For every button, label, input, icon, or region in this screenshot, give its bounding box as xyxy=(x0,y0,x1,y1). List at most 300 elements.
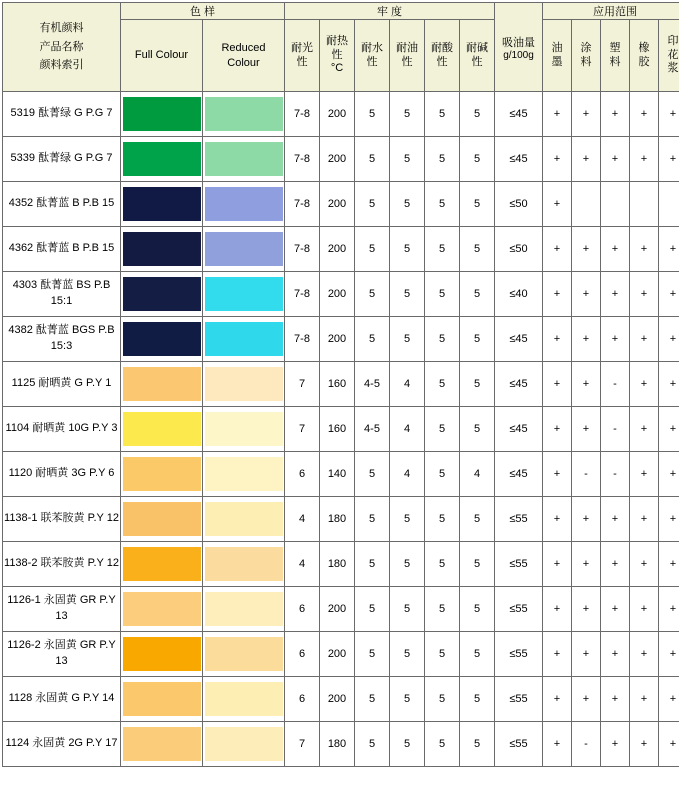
full-colour-swatch xyxy=(123,142,201,176)
oil-absorption-cell: ≤55 xyxy=(495,587,543,632)
application-paint-cell: - xyxy=(572,452,601,497)
heat-fastness-cell: 200 xyxy=(320,92,355,137)
table-row xyxy=(3,92,679,137)
application-plastic-cell xyxy=(601,182,630,227)
product-name-cell: 1138-2 联苯胺黄 P.Y 12 xyxy=(3,542,121,587)
alkali-fastness-cell: 5 xyxy=(460,317,495,362)
product-name-cell: 1125 耐晒黄 G P.Y 1 xyxy=(3,362,121,407)
application-print-paste-cell: + xyxy=(659,632,679,677)
water-fastness-cell: 5 xyxy=(355,722,390,767)
application-plastic-cell: + xyxy=(601,497,630,542)
acid-fastness-cell: 5 xyxy=(425,497,460,542)
application-paint-cell: + xyxy=(572,362,601,407)
oil-absorption-cell: ≤45 xyxy=(495,92,543,137)
reduced-colour-swatch-cell xyxy=(203,272,285,317)
header-heat-line-2: 性 xyxy=(320,49,354,63)
application-ink-cell: + xyxy=(543,137,572,182)
application-plastic-cell: + xyxy=(601,542,630,587)
reduced-colour-swatch xyxy=(205,232,283,266)
reduced-colour-swatch xyxy=(205,592,283,626)
oil-fastness-cell: 5 xyxy=(390,632,425,677)
table-row xyxy=(3,407,679,452)
oil-fastness-cell: 5 xyxy=(390,227,425,272)
alkali-fastness-cell: 5 xyxy=(460,182,495,227)
application-rubber-cell: + xyxy=(630,452,659,497)
alkali-fastness-cell: 5 xyxy=(460,722,495,767)
header-group-colour: 色 样 xyxy=(121,3,285,20)
application-rubber-cell: + xyxy=(630,542,659,587)
alkali-fastness-cell: 5 xyxy=(460,272,495,317)
heat-fastness-cell: 180 xyxy=(320,497,355,542)
application-ink-cell: + xyxy=(543,272,572,317)
application-ink-cell: + xyxy=(543,452,572,497)
application-ink-cell: + xyxy=(543,677,572,722)
heat-fastness-cell: 180 xyxy=(320,542,355,587)
heat-fastness-cell: 200 xyxy=(320,317,355,362)
oil-fastness-cell: 5 xyxy=(390,92,425,137)
header-alkali-fastness: 耐碱 性 xyxy=(460,20,495,92)
application-plastic-cell: + xyxy=(601,677,630,722)
pigment-specification-table xyxy=(2,2,679,767)
heat-fastness-cell: 140 xyxy=(320,452,355,497)
application-ink-cell: + xyxy=(543,317,572,362)
alkali-fastness-cell: 5 xyxy=(460,407,495,452)
application-print-paste-cell: + xyxy=(659,137,679,182)
application-plastic-cell: - xyxy=(601,452,630,497)
application-rubber-cell: + xyxy=(630,227,659,272)
light-fastness-cell: 7 xyxy=(285,407,320,452)
alkali-fastness-cell: 5 xyxy=(460,542,495,587)
application-ink-cell: + xyxy=(543,722,572,767)
acid-fastness-cell: 5 xyxy=(425,227,460,272)
oil-fastness-cell: 5 xyxy=(390,677,425,722)
product-name-cell: 1138-1 联苯胺黄 P.Y 12 xyxy=(3,497,121,542)
reduced-colour-swatch xyxy=(205,142,283,176)
table-row xyxy=(3,677,679,722)
reduced-colour-swatch-cell xyxy=(203,407,285,452)
oil-fastness-cell: 5 xyxy=(390,587,425,632)
table-row xyxy=(3,137,679,182)
header-app-ink: 油 墨 xyxy=(543,20,572,92)
heat-fastness-cell: 200 xyxy=(320,587,355,632)
full-colour-swatch-cell xyxy=(121,632,203,677)
reduced-colour-swatch-cell xyxy=(203,137,285,182)
application-plastic-cell: + xyxy=(601,722,630,767)
application-plastic-cell: + xyxy=(601,587,630,632)
application-ink-cell: + xyxy=(543,362,572,407)
application-plastic-cell: + xyxy=(601,317,630,362)
oil-absorption-cell: ≤45 xyxy=(495,317,543,362)
oil-fastness-cell: 5 xyxy=(390,722,425,767)
acid-fastness-cell: 5 xyxy=(425,452,460,497)
light-fastness-cell: 7-8 xyxy=(285,137,320,182)
application-ink-cell: + xyxy=(543,227,572,272)
oil-absorption-cell: ≤55 xyxy=(495,722,543,767)
full-colour-swatch-cell xyxy=(121,677,203,722)
header-light-fastness: 耐光 性 xyxy=(285,20,320,92)
table-row xyxy=(3,452,679,497)
full-colour-swatch-cell xyxy=(121,272,203,317)
acid-fastness-cell: 5 xyxy=(425,137,460,182)
full-colour-swatch xyxy=(123,232,201,266)
application-rubber-cell: + xyxy=(630,92,659,137)
product-name-cell: 1126-1 永固黄 GR P.Y 13 xyxy=(3,587,121,632)
oil-fastness-cell: 4 xyxy=(390,407,425,452)
full-colour-swatch xyxy=(123,637,201,671)
alkali-fastness-cell: 5 xyxy=(460,92,495,137)
water-fastness-cell: 5 xyxy=(355,317,390,362)
application-print-paste-cell: + xyxy=(659,722,679,767)
alkali-fastness-cell: 4 xyxy=(460,452,495,497)
application-plastic-cell: + xyxy=(601,92,630,137)
header-full-colour: Full Colour xyxy=(121,20,203,92)
header-heat-line-1: 耐热 xyxy=(320,35,354,49)
heat-fastness-cell: 200 xyxy=(320,272,355,317)
alkali-fastness-cell: 5 xyxy=(460,362,495,407)
oil-fastness-cell: 5 xyxy=(390,137,425,182)
acid-fastness-cell: 5 xyxy=(425,677,460,722)
oil-absorption-cell: ≤45 xyxy=(495,407,543,452)
full-colour-swatch xyxy=(123,97,201,131)
application-print-paste-cell: + xyxy=(659,677,679,722)
full-colour-swatch xyxy=(123,187,201,221)
acid-fastness-cell: 5 xyxy=(425,587,460,632)
acid-fastness-cell: 5 xyxy=(425,407,460,452)
reduced-colour-swatch-cell xyxy=(203,317,285,362)
application-ink-cell: + xyxy=(543,632,572,677)
heat-fastness-cell: 200 xyxy=(320,227,355,272)
table-row xyxy=(3,362,679,407)
application-plastic-cell: + xyxy=(601,272,630,317)
oil-absorption-cell: ≤55 xyxy=(495,677,543,722)
oil-absorption-cell: ≤55 xyxy=(495,632,543,677)
header-oil-absorption xyxy=(495,3,543,92)
application-ink-cell: + xyxy=(543,182,572,227)
heat-fastness-cell: 160 xyxy=(320,362,355,407)
acid-fastness-cell: 5 xyxy=(425,632,460,677)
heat-fastness-cell: 200 xyxy=(320,182,355,227)
oil-fastness-cell: 5 xyxy=(390,317,425,362)
full-colour-swatch-cell xyxy=(121,587,203,632)
application-rubber-cell: + xyxy=(630,407,659,452)
application-rubber-cell: + xyxy=(630,497,659,542)
full-colour-swatch-cell xyxy=(121,317,203,362)
table-body xyxy=(3,92,679,767)
water-fastness-cell: 5 xyxy=(355,137,390,182)
water-fastness-cell: 5 xyxy=(355,497,390,542)
application-print-paste-cell: + xyxy=(659,317,679,362)
full-colour-swatch-cell xyxy=(121,542,203,587)
full-colour-swatch-cell xyxy=(121,722,203,767)
header-oil-absorption-label: 吸油量 xyxy=(495,34,542,50)
reduced-colour-swatch xyxy=(205,727,283,761)
header-name-line-2: 产品名称 xyxy=(3,38,120,57)
full-colour-swatch-cell xyxy=(121,137,203,182)
product-name-cell: 4352 酞菁蓝 B P.B 15 xyxy=(3,182,121,227)
application-print-paste-cell xyxy=(659,182,679,227)
full-colour-swatch-cell xyxy=(121,362,203,407)
reduced-colour-swatch-cell xyxy=(203,362,285,407)
heat-fastness-cell: 200 xyxy=(320,137,355,182)
application-plastic-cell: - xyxy=(601,407,630,452)
header-app-plastic: 塑 料 xyxy=(601,20,630,92)
full-colour-swatch-cell xyxy=(121,92,203,137)
application-plastic-cell: + xyxy=(601,137,630,182)
acid-fastness-cell: 5 xyxy=(425,362,460,407)
product-name-cell: 1120 耐晒黄 3G P.Y 6 xyxy=(3,452,121,497)
heat-fastness-cell: 200 xyxy=(320,632,355,677)
application-paint-cell: + xyxy=(572,137,601,182)
header-app-rubber: 橡 胶 xyxy=(630,20,659,92)
application-paint-cell: + xyxy=(572,272,601,317)
application-paint-cell: + xyxy=(572,542,601,587)
product-name-cell: 4362 酞菁蓝 B P.B 15 xyxy=(3,227,121,272)
reduced-colour-swatch-cell xyxy=(203,497,285,542)
oil-fastness-cell: 4 xyxy=(390,452,425,497)
application-rubber-cell: + xyxy=(630,587,659,632)
full-colour-swatch xyxy=(123,727,201,761)
oil-absorption-cell: ≤55 xyxy=(495,497,543,542)
water-fastness-cell: 4-5 xyxy=(355,407,390,452)
light-fastness-cell: 7-8 xyxy=(285,92,320,137)
reduced-colour-swatch-cell xyxy=(203,227,285,272)
application-paint-cell: + xyxy=(572,632,601,677)
header-name-line-1: 有机颜料 xyxy=(3,19,120,38)
acid-fastness-cell: 5 xyxy=(425,182,460,227)
application-paint-cell: + xyxy=(572,317,601,362)
header-reduced-colour xyxy=(203,20,285,92)
full-colour-swatch xyxy=(123,457,201,491)
header-heat-fastness xyxy=(320,20,355,92)
oil-fastness-cell: 5 xyxy=(390,542,425,587)
full-colour-swatch xyxy=(123,592,201,626)
full-colour-swatch xyxy=(123,367,201,401)
oil-absorption-cell: ≤45 xyxy=(495,362,543,407)
reduced-colour-swatch-cell xyxy=(203,587,285,632)
alkali-fastness-cell: 5 xyxy=(460,587,495,632)
water-fastness-cell: 5 xyxy=(355,182,390,227)
application-print-paste-cell: + xyxy=(659,452,679,497)
application-print-paste-cell: + xyxy=(659,272,679,317)
reduced-colour-swatch xyxy=(205,322,283,356)
alkali-fastness-cell: 5 xyxy=(460,137,495,182)
reduced-colour-swatch-cell xyxy=(203,632,285,677)
application-rubber-cell xyxy=(630,182,659,227)
light-fastness-cell: 6 xyxy=(285,587,320,632)
table-row xyxy=(3,722,679,767)
heat-fastness-cell: 200 xyxy=(320,677,355,722)
application-paint-cell: + xyxy=(572,677,601,722)
application-ink-cell: + xyxy=(543,92,572,137)
application-print-paste-cell: + xyxy=(659,407,679,452)
acid-fastness-cell: 5 xyxy=(425,542,460,587)
reduced-colour-swatch xyxy=(205,97,283,131)
light-fastness-cell: 7 xyxy=(285,362,320,407)
application-rubber-cell: + xyxy=(630,722,659,767)
product-name-cell: 4382 酞菁蓝 BGS P.B 15:3 xyxy=(3,317,121,362)
header-oil-absorption-unit: g/100g xyxy=(495,50,542,61)
light-fastness-cell: 7-8 xyxy=(285,272,320,317)
acid-fastness-cell: 5 xyxy=(425,92,460,137)
light-fastness-cell: 6 xyxy=(285,632,320,677)
application-rubber-cell: + xyxy=(630,362,659,407)
oil-absorption-cell: ≤50 xyxy=(495,227,543,272)
table-row xyxy=(3,497,679,542)
application-plastic-cell: + xyxy=(601,632,630,677)
alkali-fastness-cell: 5 xyxy=(460,497,495,542)
reduced-colour-swatch-cell xyxy=(203,677,285,722)
product-name-cell: 1126-2 永固黄 GR P.Y 13 xyxy=(3,632,121,677)
full-colour-swatch-cell xyxy=(121,227,203,272)
reduced-colour-swatch xyxy=(205,412,283,446)
product-name-cell: 4303 酞菁蓝 BS P.B 15:1 xyxy=(3,272,121,317)
full-colour-swatch xyxy=(123,682,201,716)
application-rubber-cell: + xyxy=(630,632,659,677)
table-row xyxy=(3,587,679,632)
light-fastness-cell: 7-8 xyxy=(285,317,320,362)
application-print-paste-cell: + xyxy=(659,227,679,272)
light-fastness-cell: 7 xyxy=(285,722,320,767)
table-header xyxy=(3,3,679,92)
application-print-paste-cell: + xyxy=(659,587,679,632)
header-app-paint: 涂 料 xyxy=(572,20,601,92)
water-fastness-cell: 5 xyxy=(355,227,390,272)
reduced-colour-swatch-cell xyxy=(203,182,285,227)
application-paint-cell xyxy=(572,182,601,227)
application-print-paste-cell: + xyxy=(659,92,679,137)
reduced-colour-swatch-cell xyxy=(203,722,285,767)
water-fastness-cell: 5 xyxy=(355,542,390,587)
product-name-cell: 1128 永固黄 G P.Y 14 xyxy=(3,677,121,722)
header-heat-line-3: °C xyxy=(320,62,354,76)
application-print-paste-cell: + xyxy=(659,542,679,587)
light-fastness-cell: 7-8 xyxy=(285,227,320,272)
header-group-fastness: 牢 度 xyxy=(285,3,495,20)
oil-fastness-cell: 5 xyxy=(390,497,425,542)
light-fastness-cell: 4 xyxy=(285,497,320,542)
full-colour-swatch-cell xyxy=(121,452,203,497)
water-fastness-cell: 5 xyxy=(355,632,390,677)
water-fastness-cell: 4-5 xyxy=(355,362,390,407)
oil-absorption-cell: ≤50 xyxy=(495,182,543,227)
full-colour-swatch-cell xyxy=(121,407,203,452)
heat-fastness-cell: 180 xyxy=(320,722,355,767)
product-name-cell: 5339 酞菁绿 G P.G 7 xyxy=(3,137,121,182)
acid-fastness-cell: 5 xyxy=(425,722,460,767)
header-acid-fastness: 耐酸 性 xyxy=(425,20,460,92)
reduced-colour-swatch xyxy=(205,367,283,401)
application-paint-cell: - xyxy=(572,722,601,767)
acid-fastness-cell: 5 xyxy=(425,317,460,362)
application-ink-cell: + xyxy=(543,407,572,452)
water-fastness-cell: 5 xyxy=(355,272,390,317)
oil-absorption-cell: ≤55 xyxy=(495,542,543,587)
light-fastness-cell: 6 xyxy=(285,677,320,722)
full-colour-swatch xyxy=(123,412,201,446)
heat-fastness-cell: 160 xyxy=(320,407,355,452)
table-row xyxy=(3,182,679,227)
water-fastness-cell: 5 xyxy=(355,92,390,137)
header-group-application: 应用范围 xyxy=(543,3,679,20)
light-fastness-cell: 6 xyxy=(285,452,320,497)
application-rubber-cell: + xyxy=(630,272,659,317)
header-reduced-line-1: Reduced xyxy=(203,41,284,56)
water-fastness-cell: 5 xyxy=(355,452,390,497)
application-print-paste-cell: + xyxy=(659,497,679,542)
header-reduced-line-2: Colour xyxy=(203,56,284,71)
reduced-colour-swatch-cell xyxy=(203,452,285,497)
light-fastness-cell: 4 xyxy=(285,542,320,587)
application-plastic-cell: + xyxy=(601,227,630,272)
header-group-row xyxy=(3,3,679,20)
application-ink-cell: + xyxy=(543,497,572,542)
water-fastness-cell: 5 xyxy=(355,677,390,722)
reduced-colour-swatch xyxy=(205,457,283,491)
application-paint-cell: + xyxy=(572,227,601,272)
table-row xyxy=(3,272,679,317)
alkali-fastness-cell: 5 xyxy=(460,677,495,722)
full-colour-swatch xyxy=(123,277,201,311)
header-water-fastness: 耐水 性 xyxy=(355,20,390,92)
header-product-name xyxy=(3,3,121,92)
application-rubber-cell: + xyxy=(630,137,659,182)
reduced-colour-swatch xyxy=(205,187,283,221)
table-row xyxy=(3,317,679,362)
oil-fastness-cell: 5 xyxy=(390,272,425,317)
product-name-cell: 1124 永固黄 2G P.Y 17 xyxy=(3,722,121,767)
full-colour-swatch xyxy=(123,322,201,356)
header-app-print-paste: 印 花 浆 xyxy=(659,20,679,92)
full-colour-swatch-cell xyxy=(121,497,203,542)
oil-fastness-cell: 4 xyxy=(390,362,425,407)
full-colour-swatch-cell xyxy=(121,182,203,227)
table-row xyxy=(3,227,679,272)
oil-absorption-cell: ≤40 xyxy=(495,272,543,317)
product-name-cell: 1104 耐晒黄 10G P.Y 3 xyxy=(3,407,121,452)
table-row xyxy=(3,632,679,677)
application-print-paste-cell: + xyxy=(659,362,679,407)
reduced-colour-swatch xyxy=(205,547,283,581)
acid-fastness-cell: 5 xyxy=(425,272,460,317)
full-colour-swatch xyxy=(123,547,201,581)
light-fastness-cell: 7-8 xyxy=(285,182,320,227)
oil-fastness-cell: 5 xyxy=(390,182,425,227)
water-fastness-cell: 5 xyxy=(355,587,390,632)
alkali-fastness-cell: 5 xyxy=(460,632,495,677)
table-row xyxy=(3,542,679,587)
full-colour-swatch xyxy=(123,502,201,536)
application-rubber-cell: + xyxy=(630,677,659,722)
oil-absorption-cell: ≤45 xyxy=(495,452,543,497)
application-paint-cell: + xyxy=(572,587,601,632)
product-name-cell: 5319 酞菁绿 G P.G 7 xyxy=(3,92,121,137)
application-paint-cell: + xyxy=(572,497,601,542)
application-paint-cell: + xyxy=(572,92,601,137)
header-name-line-3: 颜料索引 xyxy=(3,56,120,75)
application-rubber-cell: + xyxy=(630,317,659,362)
reduced-colour-swatch xyxy=(205,637,283,671)
application-paint-cell: + xyxy=(572,407,601,452)
reduced-colour-swatch-cell xyxy=(203,542,285,587)
reduced-colour-swatch-cell xyxy=(203,92,285,137)
header-oil-fastness: 耐油 性 xyxy=(390,20,425,92)
reduced-colour-swatch xyxy=(205,502,283,536)
oil-absorption-cell: ≤45 xyxy=(495,137,543,182)
alkali-fastness-cell: 5 xyxy=(460,227,495,272)
application-plastic-cell: - xyxy=(601,362,630,407)
reduced-colour-swatch xyxy=(205,682,283,716)
reduced-colour-swatch xyxy=(205,277,283,311)
